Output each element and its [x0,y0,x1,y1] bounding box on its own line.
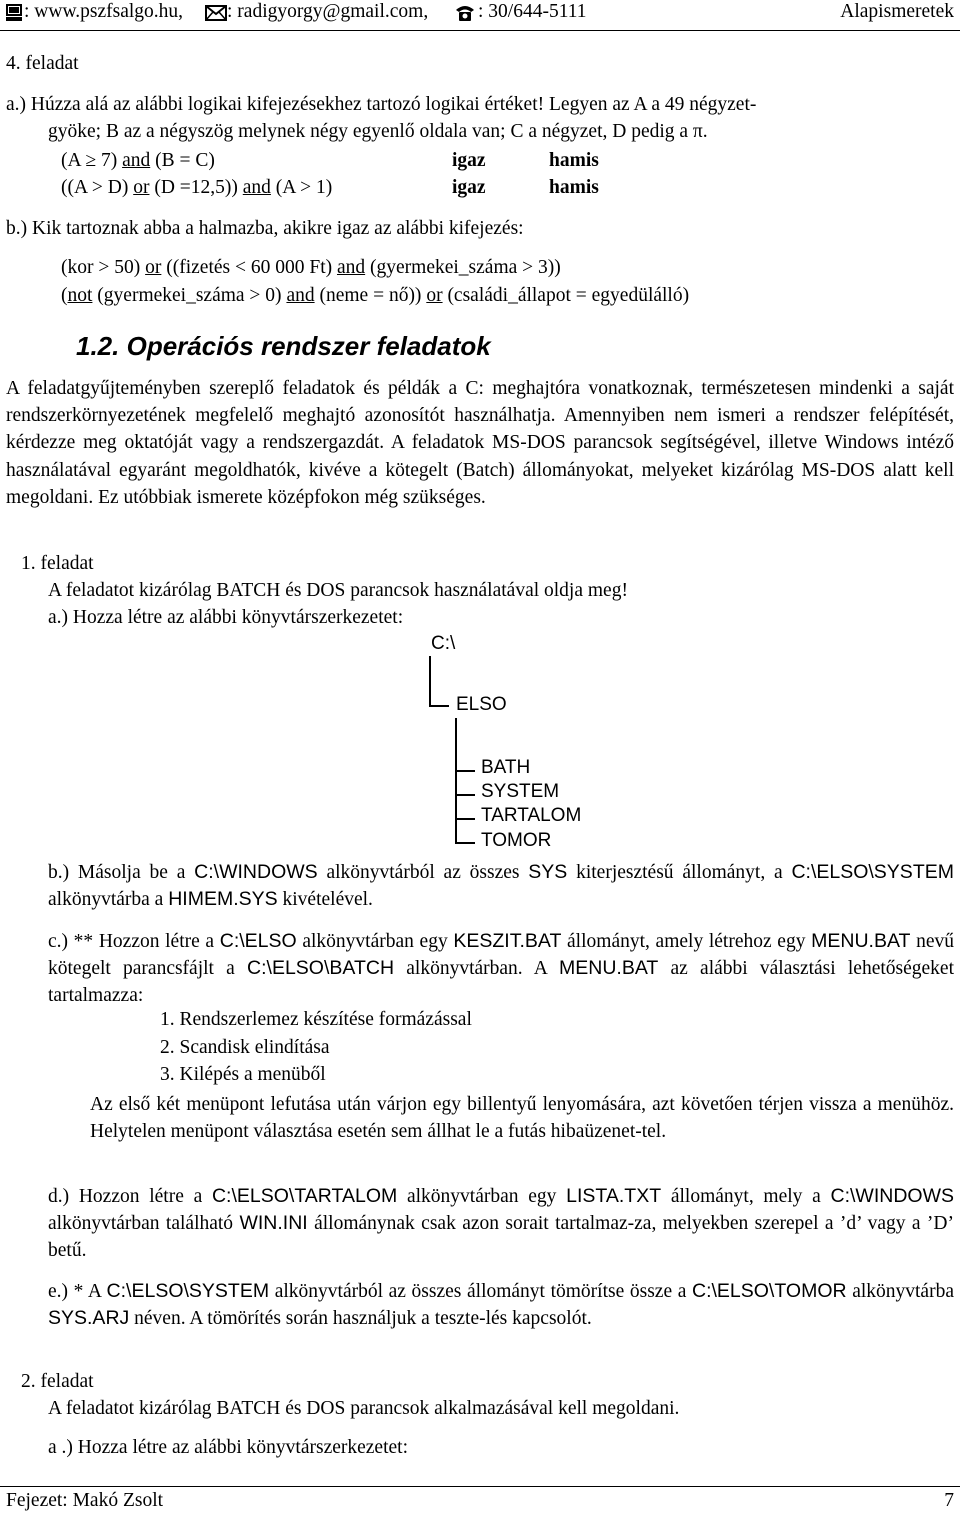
task2-desc: A feladatot kizárólag BATCH és DOS parancsok alkalmazásával kell megoldani. [48,1398,680,1419]
task4-a-line2: gyöke; B az a négyszög melynek négy egyenlő oldala van; C a négyzet, D pedig a π. [48,121,708,142]
menu-item: 2. Scandisk elindítása [160,1037,330,1058]
menu-item: 1. Rendszerlemez készítése formázással [160,1009,472,1030]
task1-c-after: Az első két menüpont lefutása után várjon egy billentyű lenyomására, azt követően térjen vissza a menühöz. Helytelen menüpont választása esetén sem állhat le a futás hibaüzenet-tel. [90,1094,954,1142]
header-section: Alapismeretek [840,1,954,22]
tree-child: TARTALOM [481,805,582,826]
header-website: : www.pszfsalgo.hu, [24,1,184,22]
tree-elso: ELSO [456,694,507,715]
mail-icon [205,4,227,28]
tree-connector [429,705,449,707]
tree-connector [455,842,475,844]
tree-connector [455,770,475,772]
expr2: ((A > D) or (D =12,5)) and (A > 1) [61,177,333,198]
tree-connector [455,818,475,820]
header-email: : radigyorgy@gmail.com, [227,1,429,22]
computer-icon [6,4,22,28]
expr2-false-option[interactable]: hamis [549,177,599,198]
menu-item: 3. Kilépés a menüből [160,1064,326,1085]
task1-c: c.) ** Hozzon létre a C:\ELSO alkönyvtárban egy KESZIT.BAT állományt, amely létrehoz egy MENU.BAT nevű kötegelt parancsfájlt a C:\ELSO\BATCH alkönyvtárban. A MENU.BAT az alábbi választási lehetőségeket tartalmazza: [48,930,955,1006]
b-expr2: (not (gyermekei_száma > 0) and (neme = nő)) or (családi_állapot = egyedülálló) [61,285,690,306]
footer-left: Fejezet: Makó Zsolt [6,1490,164,1511]
tree-branch-root [429,656,431,706]
header-rule [0,30,960,31]
task2-title: 2. feladat [21,1371,94,1392]
expr1-true-option[interactable]: igaz [452,150,486,171]
task1-e: e.) * A C:\ELSO\SYSTEM alkönyvtárból az összes állományt tömörítse össze a C:\ELSO\TOMOR alkönyvtárba SYS.ARJ néven. A tömörítés során használjuk a teszte-lés kapcsolót. [48,1280,954,1329]
tree-child: SYSTEM [481,781,560,802]
task1-d: d.) Hozzon létre a C:\ELSO\TARTALOM alkönyvtárban egy LISTA.TXT állományt, mely a C:\WINDOWS alkönyvtárban található WIN.INI állománynak csak azon sorait tartalmaz-za, melyekben szerepel a ’d’ vagy a ’D’ betű. [48,1185,954,1261]
section-title: 1.2. Operációs rendszer feladatok [76,331,491,361]
tree-connector [455,794,475,796]
task4-a-line1: a.) Húzza alá az alábbi logikai kifejezésekhez tartozó logikai értéket! Legyen az A a 49 négyzet- [6,94,757,115]
header-phone: : 30/644-5111 [478,1,587,22]
tree-child: TOMOR [481,830,552,851]
tree-root: C:\ [431,633,456,654]
section-intro: A feladatgyűjteményben szereplő feladatok és példák a C: meghajtóra vonatkoznak, természetesen mindenki a saját rendszerkörnyezetének megfelelő meghajtó azonosítót használhatja. Amennyiben nem ismeri a rendszer felépítését, kérdezze meg oktatóját vagy a rendszergazdát. A feladatok MS-DOS parancsok segítségével, illetve Windows intéző használatával egyaránt megoldhatók, kivéve a kötegelt (Batch) állományokat, melyeket kizárólag MS-DOS alatt kell megoldani. Ez utóbbiak ismerete középfokon még szükséges. [6,378,954,508]
task1-desc: A feladatot kizárólag BATCH és DOS parancsok használatával oldja meg! [48,580,628,601]
expr2-true-option[interactable]: igaz [452,177,486,198]
expr1: (A ≥ 7) and (B = C) [61,150,215,171]
task1-title: 1. feladat [21,553,94,574]
task2-a: a .) Hozza létre az alábbi könyvtárszerkezetet: [48,1437,408,1458]
tree-branch-elso [455,718,457,844]
footer-rule [0,1486,960,1487]
tree-child: BATH [481,757,531,778]
task4-title: 4. feladat [6,53,79,74]
phone-icon [454,4,476,28]
task4-b-line: b.) Kik tartoznak abba a halmazba, akikre igaz az alábbi kifejezés: [6,218,524,239]
task1-b: b.) Másolja be a C:\WINDOWS alkönyvtárból az összes SYS kiterjesztésű állományt, a C:\ELSO\SYSTEM alkönyvtárba a HIMEM.SYS kivételével. [48,861,954,910]
page-number: 7 [944,1490,954,1511]
expr1-false-option[interactable]: hamis [549,150,599,171]
task1-a: a.) Hozza létre az alábbi könyvtárszerkezetet: [48,607,404,628]
b-expr1: (kor > 50) or ((fizetés < 60 000 Ft) and (gyermekei_száma > 3)) [61,257,561,278]
